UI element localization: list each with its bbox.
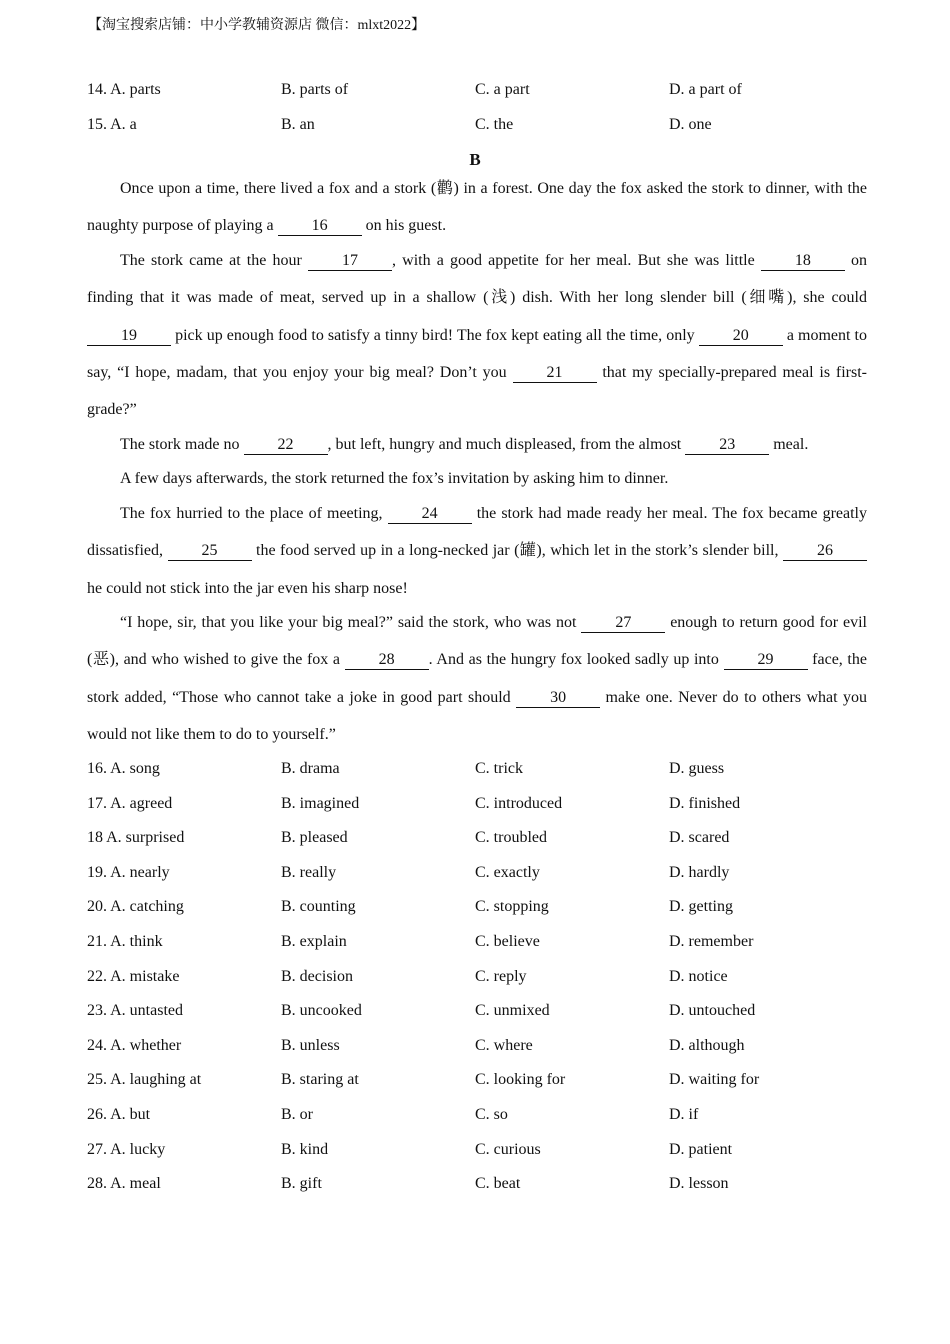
option-c: C. introduced xyxy=(475,794,563,812)
question-row xyxy=(87,1002,887,1024)
option-b: B. gift xyxy=(281,1175,322,1193)
option-d: D. one xyxy=(669,116,712,133)
blank-23: 23 xyxy=(685,436,769,455)
option-b: B. counting xyxy=(281,898,356,916)
option-a: 25. A. laughing at xyxy=(87,1071,202,1089)
blank-21: 21 xyxy=(513,364,597,383)
blank-25: 25 xyxy=(168,542,252,561)
option-c: C. trick xyxy=(475,760,523,777)
option-c: C. stopping xyxy=(475,898,549,916)
question-row-15 xyxy=(87,116,887,138)
option-d: D. scared xyxy=(669,829,730,847)
option-a: 27. A. lucky xyxy=(87,1140,166,1158)
blank-17: 17 xyxy=(308,252,392,271)
option-d: D. guess xyxy=(669,760,725,777)
option-b: B. unless xyxy=(281,1036,340,1054)
blank-27: 27 xyxy=(581,614,665,633)
option-a: 22. A. mistake xyxy=(87,967,180,985)
option-d: D. remember xyxy=(669,933,754,950)
option-d: D. a part of xyxy=(669,81,742,98)
option-d: D. untouched xyxy=(669,1002,756,1020)
option-a: 16. A. song xyxy=(87,760,160,777)
option-c: C. reply xyxy=(475,967,527,985)
question-row xyxy=(87,898,887,920)
option-c: C. a part xyxy=(475,81,530,98)
option-b: B. or xyxy=(281,1106,313,1123)
option-a: 26. A. but xyxy=(87,1106,151,1123)
shop-header: 【淘宝搜索店铺：中小学教辅资源店 微信：mlxt2022】 xyxy=(88,18,426,33)
question-row xyxy=(87,1106,887,1128)
option-b: B. explain xyxy=(281,933,347,950)
question-row xyxy=(87,1141,887,1163)
option-a: 18 A. surprised xyxy=(87,829,185,847)
option-d: D. finished xyxy=(669,794,741,812)
option-c: C. curious xyxy=(475,1140,541,1158)
question-row xyxy=(87,760,887,782)
blank-22: 22 xyxy=(244,436,328,455)
option-a: 15. A. a xyxy=(87,116,137,133)
blank-28: 28 xyxy=(345,651,429,670)
option-a: 17. A. agreed xyxy=(87,794,173,812)
paragraph-1: Once upon a time, there lived a fox and a stork (鹳) in a forest. One day the fox asked the stork to dinner, with the naughty purpose of playing a 16 on his guest. xyxy=(87,180,867,235)
option-c: C. believe xyxy=(475,933,540,950)
option-c: C. so xyxy=(475,1106,508,1123)
option-b: B. kind xyxy=(281,1140,329,1158)
option-b: B. staring at xyxy=(281,1071,359,1089)
question-row xyxy=(87,933,887,955)
option-a: 28. A. meal xyxy=(87,1175,161,1193)
option-d: D. lesson xyxy=(669,1175,729,1193)
option-d: D. although xyxy=(669,1036,745,1054)
option-c: C. exactly xyxy=(475,863,540,881)
question-row xyxy=(87,1037,887,1059)
option-a: 14. A. parts xyxy=(87,81,161,98)
option-d: D. notice xyxy=(669,967,728,985)
question-row xyxy=(87,1071,887,1093)
blank-29: 29 xyxy=(724,651,808,670)
option-c: C. troubled xyxy=(475,829,547,847)
blank-30: 30 xyxy=(516,689,600,708)
option-a: 21. A. think xyxy=(87,933,163,950)
paragraph-5: The fox hurried to the place of meeting, 24 the stork had made ready her meal. The fox became greatly dissatisfied, 25 the food served up in a long-necked jar (罐), which let in the stork’s slender bill, 26 he could not stick into the jar even his sharp nose! xyxy=(87,505,867,597)
blank-19: 19 xyxy=(87,327,171,346)
question-row xyxy=(87,968,887,990)
option-b: B. drama xyxy=(281,760,340,777)
paragraph-3: The stork made no 22 , but left, hungry and much displeased, from the almost 23 meal. xyxy=(120,436,809,453)
option-b: B. decision xyxy=(281,967,353,985)
paragraph-4: A few days afterwards, the stork returned the fox’s invitation by asking him to dinner. xyxy=(120,470,669,487)
question-row xyxy=(87,795,887,817)
option-a: 20. A. catching xyxy=(87,898,184,916)
blank-26: 26 xyxy=(783,542,867,561)
option-d: D. hardly xyxy=(669,863,730,881)
option-d: D. if xyxy=(669,1106,699,1123)
option-a: 19. A. nearly xyxy=(87,863,170,881)
option-a: 24. A. whether xyxy=(87,1036,182,1054)
question-row xyxy=(87,864,887,886)
paragraph-6: “I hope, sir, that you like your big meal?” said the stork, who was not 27 enough to return good for evil (恶), and who wished to give the fox a 28 . And as the hungry fox looked sadly up into 29 face, the stork added, “Those who cannot take a joke in good part should 30 make one. Never do to others what you would not like them to do to yourself.” xyxy=(87,614,868,743)
option-c: C. unmixed xyxy=(475,1002,550,1020)
option-a: 23. A. untasted xyxy=(87,1002,183,1020)
option-b: B. pleased xyxy=(281,829,348,847)
question-row xyxy=(87,829,887,851)
option-d: D. getting xyxy=(669,898,733,916)
option-c: C. where xyxy=(475,1036,533,1054)
question-row xyxy=(87,1175,887,1197)
blank-18: 18 xyxy=(761,252,845,271)
option-c: C. looking for xyxy=(475,1071,566,1089)
option-d: D. patient xyxy=(669,1140,733,1158)
option-c: C. the xyxy=(475,116,514,133)
option-b: B. uncooked xyxy=(281,1002,362,1020)
section-title: B xyxy=(469,150,481,169)
paragraph-2: The stork came at the hour 17 , with a good appetite for her meal. But she was little 18 on finding that it was made of meat, served up in a shallow (浅) dish. With her long slender bill (细嘴), she could 19 pick up enough food to satisfy a tinny bird! The fox kept eating all the time, only 20 a moment to say, “I hope, madam, that you enjoy your big meal? Don’t you 21 that my specially-prepared meal is first-grade?” xyxy=(87,252,868,419)
blank-24: 24 xyxy=(388,505,472,524)
blank-20: 20 xyxy=(699,327,783,346)
option-b: B. really xyxy=(281,863,337,881)
option-b: B. an xyxy=(281,116,315,133)
option-c: C. beat xyxy=(475,1175,521,1193)
blank-16: 16 xyxy=(278,217,362,236)
question-row-14 xyxy=(87,81,887,103)
option-b: B. parts of xyxy=(281,81,349,98)
option-b: B. imagined xyxy=(281,794,360,812)
option-d: D. waiting for xyxy=(669,1071,760,1089)
